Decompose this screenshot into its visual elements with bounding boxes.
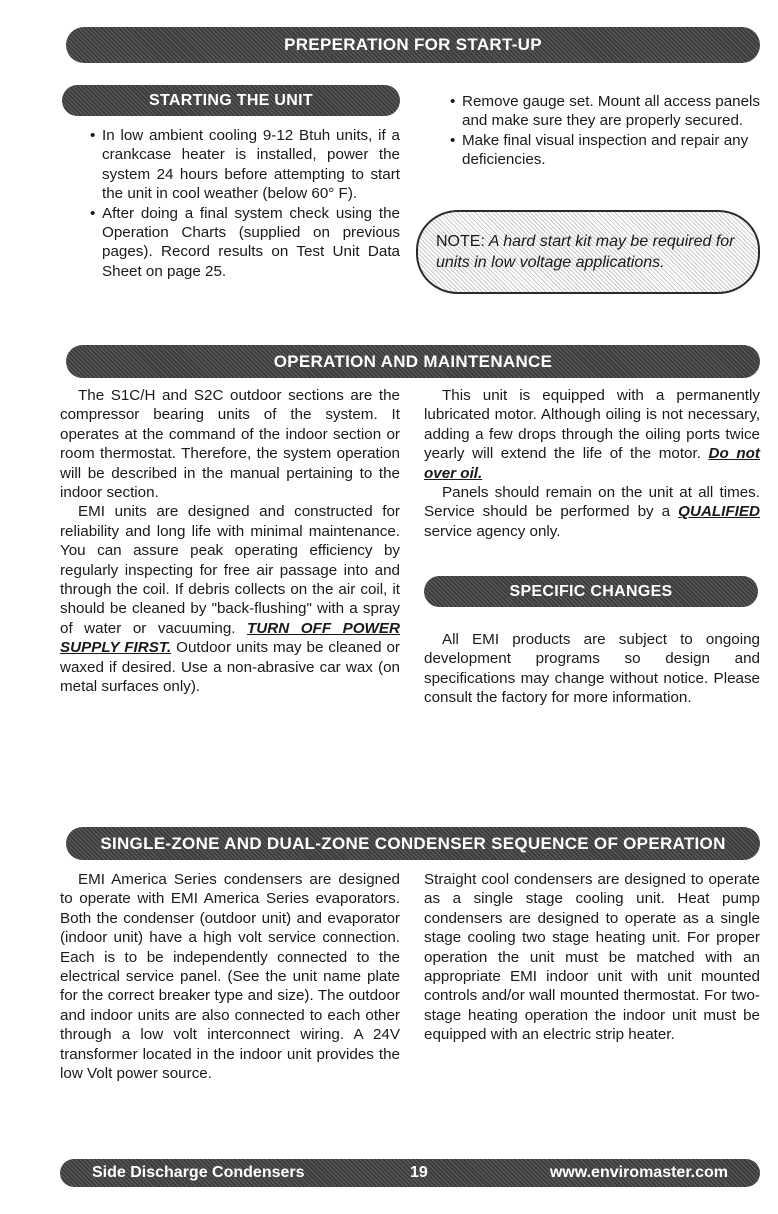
starting-unit-heading xyxy=(62,85,400,116)
footer-bar xyxy=(60,1159,760,1187)
operation-left-p2-end: Outdoor units may be cleaned or waxed if desired. Use a non-abrasive car wax (on metal surfaces only). xyxy=(60,639,400,696)
starting-right-bullet-2: • Make final visual inspection and repair any deficiencies. xyxy=(448,131,760,170)
operation-left-p2 xyxy=(60,502,400,696)
starting-bullet-1: • In low ambient cooling 9-12 Btuh units, if a crankcase heater is installed, power the system 24 hours before attempting to start the unit in cool weather (below 60° F). xyxy=(88,126,400,204)
starting-right-bullet-1: • Remove gauge set. Mount all access panels and make sure they are properly secured. xyxy=(448,92,760,131)
specific-changes-paragraph: All EMI products are subject to ongoing development programs so design and specifications may change without notice. Please consult the factory for more information. xyxy=(424,631,760,707)
sequence-right-text xyxy=(424,870,760,1045)
operation-right-p1-text: This unit is equipped with a permanently lubricated motor. Although oiling is not necessary, adding a few drops through the oiling ports twice yearly will extend the life of the motor. xyxy=(424,387,760,463)
operation-right-text xyxy=(424,386,760,541)
starting-unit-title: STARTING THE UNIT xyxy=(149,91,313,109)
operation-right-p2 xyxy=(424,483,760,541)
note-text: A hard start kit may be required for units in low voltage applications. xyxy=(436,233,735,271)
sequence-left-paragraph: EMI America Series condensers are designed to operate with EMI America Series evaporators. Both the condenser (outdoor unit) and evaporator (indoor unit) have a high volt service connection. Each is to be independently connected to the electrical service panel. (See the unit name plate for the correct breaker type and size). The outdoor and indoor units are also connected to each other through a low volt interconnect wiring. A 24V transformer located in the indoor unit provides the low Volt power source. xyxy=(60,871,400,1083)
footer-section: Side Discharge Condensers xyxy=(92,1164,305,1181)
specific-changes-heading xyxy=(424,576,758,607)
sequence-bar xyxy=(66,827,760,860)
specific-changes-title: SPECIFIC CHANGES xyxy=(509,582,673,600)
operation-left-p2-text: EMI units are designed and constructed for reliability and long life with minimal maintenance. You can assure peak operating efficiency by regularly inspecting for free air passage into and through the coil. If debris collects on the air coil, it should be cleaned by "back-flushing" with a spray of water or vacuuming. xyxy=(60,503,400,637)
operation-right-p2-end: service agency only. xyxy=(424,522,561,540)
oil-warning: Do not over oil. xyxy=(424,445,760,482)
power-warning: TURN OFF POWER SUPPLY FIRST. xyxy=(60,619,400,657)
starting-unit-left-text xyxy=(88,126,400,281)
starting-unit-right-text xyxy=(448,92,760,170)
operation-left-p1: The S1C/H and S2C outdoor sections are the compressor bearing units of the system. It operates at the command of the indoor section or room thermostat. Therefore, the system operation will be described in the manual pertaining to the indoor section. xyxy=(60,387,400,502)
sequence-left-text xyxy=(60,870,400,1083)
operation-title: OPERATION AND MAINTENANCE xyxy=(273,351,553,371)
header-bar xyxy=(66,27,760,63)
page-number: 19 xyxy=(410,1164,428,1181)
page-title: PREPERATION FOR START-UP xyxy=(284,35,542,54)
sequence-right-paragraph: Straight cool condensers are designed to operate as a single stage cooling unit. Heat pump condensers are designed to operate as a single stage cooling two stage heating unit. For proper operation the unit must be matched with an appropriate EMI indoor unit with unit mounted controls and/or wall mounted thermostat. For two-stage heating operation the indoor unit must be equipped with an electric strip heater. xyxy=(424,871,760,1044)
starting-bullet-2: • After doing a final system check using the Operation Charts (supplied on previous pages). Record results on Test Unit Data Sheet on page 25. xyxy=(88,204,400,282)
operation-left-text xyxy=(60,386,400,697)
sequence-title: SINGLE-ZONE AND DUAL-ZONE CONDENSER SEQUENCE OF OPERATION xyxy=(100,833,726,853)
note-label: NOTE: xyxy=(436,233,485,250)
specific-changes-text xyxy=(424,630,760,708)
operation-bar xyxy=(66,345,760,378)
footer-website[interactable]: www.enviromaster.com xyxy=(549,1164,728,1181)
note-box xyxy=(416,210,760,294)
operation-right-p1 xyxy=(424,386,760,483)
qualified-emphasis: QUALIFIED xyxy=(678,503,760,521)
operation-right-p2-text: Panels should remain on the unit at all times. Service should be performed by a xyxy=(424,484,760,521)
